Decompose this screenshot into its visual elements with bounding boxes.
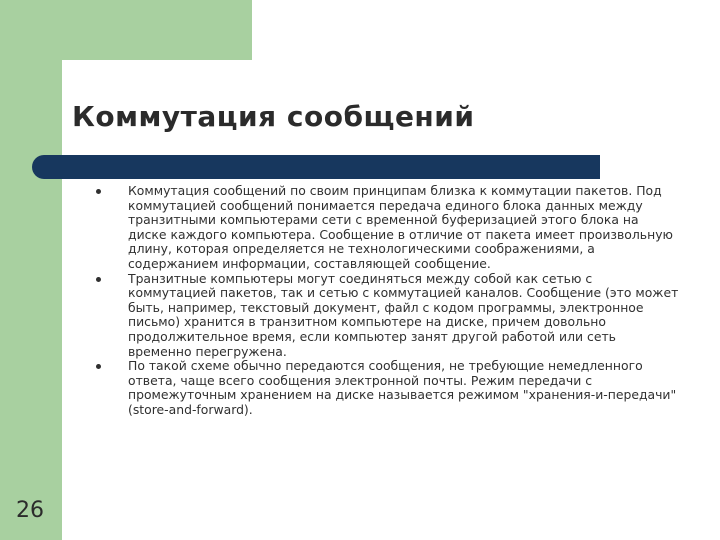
bullet-text: По такой схеме обычно передаются сообщения, не требующие немедленного ответа, чаще всего сообщения электронной почты. Режим передачи с промежуточным хранением на диске называется режимом "хранения-и-передачи" (store-and-forward). <box>128 358 677 417</box>
bullet-dot-icon <box>96 277 101 282</box>
bullet-text: Коммутация сообщений по своим принципам близка к коммутации пакетов. Под коммутацией сообщений понимается передача единого блока данных между транзитными компьютерами сети с временной буферизацией этого блока на диске каждого компьютера. Сообщение в отличие от пакета имеет произвольную длину, которая определяется не технологическими соображениями, а содержанием информации, составляющей сообщение. <box>128 183 673 271</box>
bullet-item <box>96 184 681 272</box>
bullet-text: Транзитные компьютеры могут соединяться между собой как сетью с коммутацией пакетов, так и сетью с коммутацией каналов. Сообщение (это может быть, например, текстовый документ, файл с кодом программы, электронное письмо) хранится в транзитном компьютере на диске, причем довольно продолжительное время, если компьютер занят другой работой или сеть временно перегружена. <box>128 270 679 359</box>
bullet-dot-icon <box>96 189 101 194</box>
bullet-list <box>96 184 681 418</box>
top-green-block <box>0 0 252 60</box>
slide-title: Коммутация сообщений <box>72 100 475 133</box>
title-underline-bar <box>32 155 600 179</box>
page-number: 26 <box>16 498 44 523</box>
bullet-dot-icon <box>96 364 101 369</box>
bullet-item <box>96 272 681 360</box>
left-green-band <box>0 0 62 540</box>
bullet-item <box>96 359 681 417</box>
